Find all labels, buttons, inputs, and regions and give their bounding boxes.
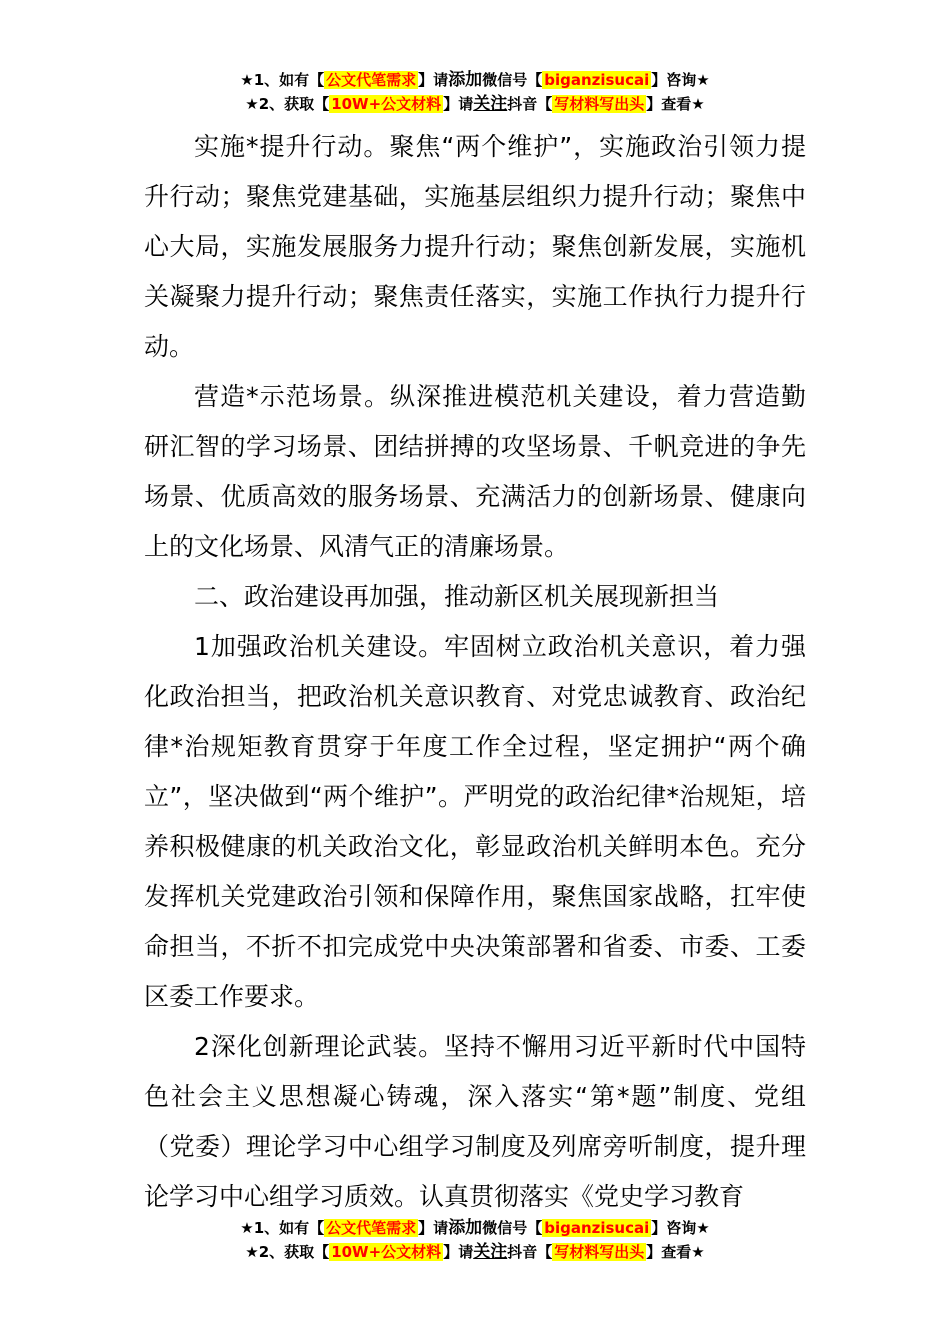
banner-line-1: [0, 1216, 950, 1240]
banner-text: 】查看★: [646, 1243, 705, 1261]
banner-line-1: [0, 68, 950, 92]
banner-text: 】查看★: [646, 95, 705, 113]
paragraph: 2深化创新理论武装。坚持不懈用习近平新时代中国特色社会主义思想凝心铸魂，深入落实“第*题”制度、党组（党委）理论学习中心组学习制度及列席旁听制度，提升理论学习中心组学习质效。认真贯彻落实《党史学习教育: [144, 1032, 806, 1211]
banner-line-2: [0, 92, 950, 116]
banner-highlight: 公文代笔需求: [326, 1219, 417, 1237]
banner-text: ★1、如有【: [240, 71, 325, 89]
banner-text: 】请: [418, 71, 449, 89]
banner-emphasis: 添加: [448, 1218, 483, 1238]
banner-emphasis: 关注: [473, 94, 508, 114]
banner-text: 】咨询★: [651, 71, 710, 89]
banner-emphasis: 关注: [473, 1242, 508, 1262]
banner-text: 抖音【: [507, 1243, 553, 1261]
banner-emphasis: 添加: [448, 70, 483, 90]
banner-text: 微信号【: [482, 1219, 543, 1237]
footer-banner: [0, 1216, 950, 1264]
banner-highlight: biganzisucai: [544, 71, 650, 89]
banner-text: 】请: [443, 1243, 474, 1261]
banner-text: 】请: [443, 95, 474, 113]
banner-text: ★2、获取【: [245, 1243, 330, 1261]
banner-highlight: biganzisucai: [544, 1219, 650, 1237]
banner-text: ★2、获取【: [245, 95, 330, 113]
banner-text: 抖音【: [507, 95, 553, 113]
banner-text: ★1、如有【: [240, 1219, 325, 1237]
paragraph: 实施*提升行动。聚焦“两个维护”，实施政治引领力提升行动；聚焦党建基础，实施基层组织力提升行动；聚焦中心大局，实施发展服务力提升行动；聚焦创新发展，实施机关凝聚力提升行动；聚焦责任落实，实施工作执行力提升行动。: [144, 132, 806, 361]
banner-text: 】咨询★: [651, 1219, 710, 1237]
banner-highlight: 10W+公文材料: [331, 1243, 442, 1261]
banner-line-2: [0, 1240, 950, 1264]
banner-highlight: 写材料写出头: [554, 95, 645, 113]
banner-highlight: 写材料写出头: [554, 1243, 645, 1261]
section-heading: 二、政治建设再加强，推动新区机关展现新担当: [194, 582, 720, 611]
banner-highlight: 10W+公文材料: [331, 95, 442, 113]
banner-highlight: 公文代笔需求: [326, 71, 417, 89]
paragraph: 营造*示范场景。纵深推进模范机关建设，着力营造勤研汇智的学习场景、团结拼搏的攻坚场景、千帆竞进的争先场景、优质高效的服务场景、充满活力的创新场景、健康向上的文化场景、风清气正的清廉场景。: [144, 382, 806, 561]
paragraph: 1加强政治机关建设。牢固树立政治机关意识，着力强化政治担当，把政治机关意识教育、对党忠诚教育、政治纪律*治规矩教育贯穿于年度工作全过程，坚定拥护“两个确立”，坚决做到“两个维护”。严明党的政治纪律*治规矩，培养积极健康的机关政治文化，彰显政治机关鲜明本色。充分发挥机关党建政治引领和保障作用，聚焦国家战略，扛牢使命担当，不折不扣完成党中央决策部署和省委、市委、工委区委工作要求。: [144, 632, 806, 1011]
document-body: [144, 122, 806, 1222]
header-banner: [0, 68, 950, 116]
banner-text: 微信号【: [482, 71, 543, 89]
banner-text: 】请: [418, 1219, 449, 1237]
